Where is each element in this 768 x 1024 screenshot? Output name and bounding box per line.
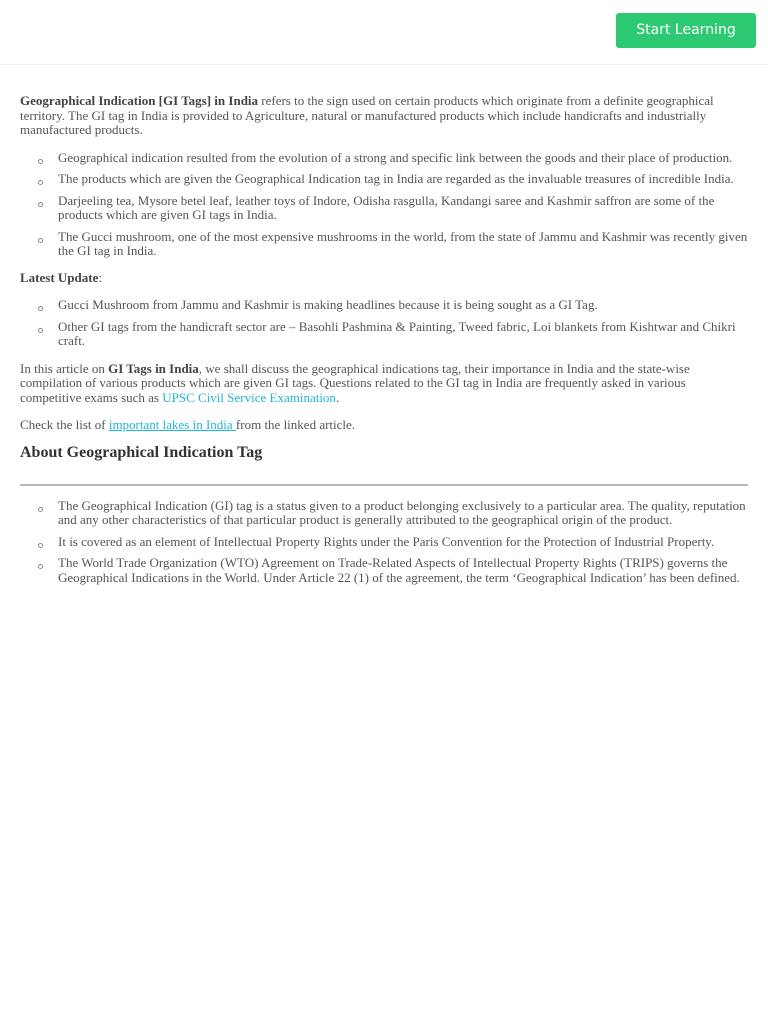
latest-update-heading: Latest Update [20,269,99,285]
bullet-icon [38,306,43,311]
article-prefix: In this article on [20,360,109,376]
list-item [58,556,748,585]
list-item [58,499,748,528]
upsc-link[interactable]: UPSC Civil Service Examination [162,389,336,405]
list-item [58,535,748,550]
latest-update-label [20,271,748,286]
article-content [20,94,748,592]
bullet-icon [38,202,43,207]
section-heading: About Geographical Indication Tag [20,443,263,461]
list-item [58,298,748,313]
intro-text: refers to the sign used on certain products which originate from a definite geographical territory. The GI tag in India is provided to Agriculture, natural or manufactured products which include handicrafts and industrially manufactured products. [20,93,714,137]
list-item-text: Other GI tags from the handicraft sector are – Basohli Pashmina & Painting, Tweed fabric, Loi blankets from Kishtwar and Chikri craft. [58,318,736,348]
list-item-text: The products which are given the Geographical Indication tag in India are regarded as the invaluable treasures of incredible India. [58,171,734,186]
list-item [58,230,748,259]
section-divider [20,484,748,486]
latest-update-colon: : [98,269,102,285]
latest-update-list [20,298,748,349]
bullet-icon [38,238,43,243]
list-item-text: Gucci Mushroom from Jammu and Kashmir is making headlines because it is being sought as a GI Tag. [58,297,598,312]
list-item [58,172,748,187]
intro-paragraph [20,94,748,138]
list-item-text: It is covered as an element of Intellectual Property Rights under the Paris Convention for the Protection of Industrial Property. [58,533,715,549]
list-item [58,194,748,223]
check-paragraph [20,418,748,433]
list-item-text: The Gucci mushroom, one of the most expensive mushrooms in the world, from the state of Jammu and Kashmir was recently given the GI tag in India. [58,228,748,258]
bullet-icon [38,507,43,512]
section-points-list [20,499,748,586]
top-bar [0,0,768,65]
list-item [58,320,748,349]
check-suffix: from the linked article. [235,417,356,432]
bullet-icon [38,328,43,333]
intro-points-list [20,151,748,259]
article-bold: GI Tags in India [108,360,199,376]
list-item-text: The World Trade Organization (WTO) Agreement on Trade-Related Aspects of Intellectual Property Rights (TRIPS) governs the Geographical Indications in the World. Under Article 22 (1) of the agreement, the term ‘Geographical Indication’ has been defined. [58,555,740,585]
list-item-text: Darjeeling tea, Mysore betel leaf, leather toys of Indore, Odisha rasgulla, Kandangi saree and Kashmir saffron are some of the products which are given GI tags in India. [58,192,715,222]
bullet-icon [38,543,43,548]
list-item-text: The Geographical Indication (GI) tag is a status given to a product belonging exclusively to a particular area. The quality, reputation and any other characteristics of that particular product is generally attributed to the geographical origin of the product. [58,497,746,527]
article-suffix: . [335,389,340,405]
intro-bold-lead: Geographical Indication [GI Tags] in India [20,93,259,108]
list-item [58,151,748,166]
important-lakes-link[interactable]: important lakes in India [108,417,236,432]
article-middle: , we shall discuss the geographical indications tag, their importance in India and the state-wise compilation of various products which are given GI tags. Questions related to the GI tag in India are frequently asked in various competitive exams such as [20,360,690,405]
bullet-icon [38,159,43,164]
article-paragraph [20,362,748,406]
start-learning-button[interactable]: Start Learning [616,13,756,48]
check-prefix: Check the list of [20,417,109,432]
bullet-icon [38,564,43,569]
bullet-icon [38,180,43,185]
list-item-text: Geographical indication resulted from the evolution of a strong and specific link between the goods and their place of production. [58,149,733,165]
